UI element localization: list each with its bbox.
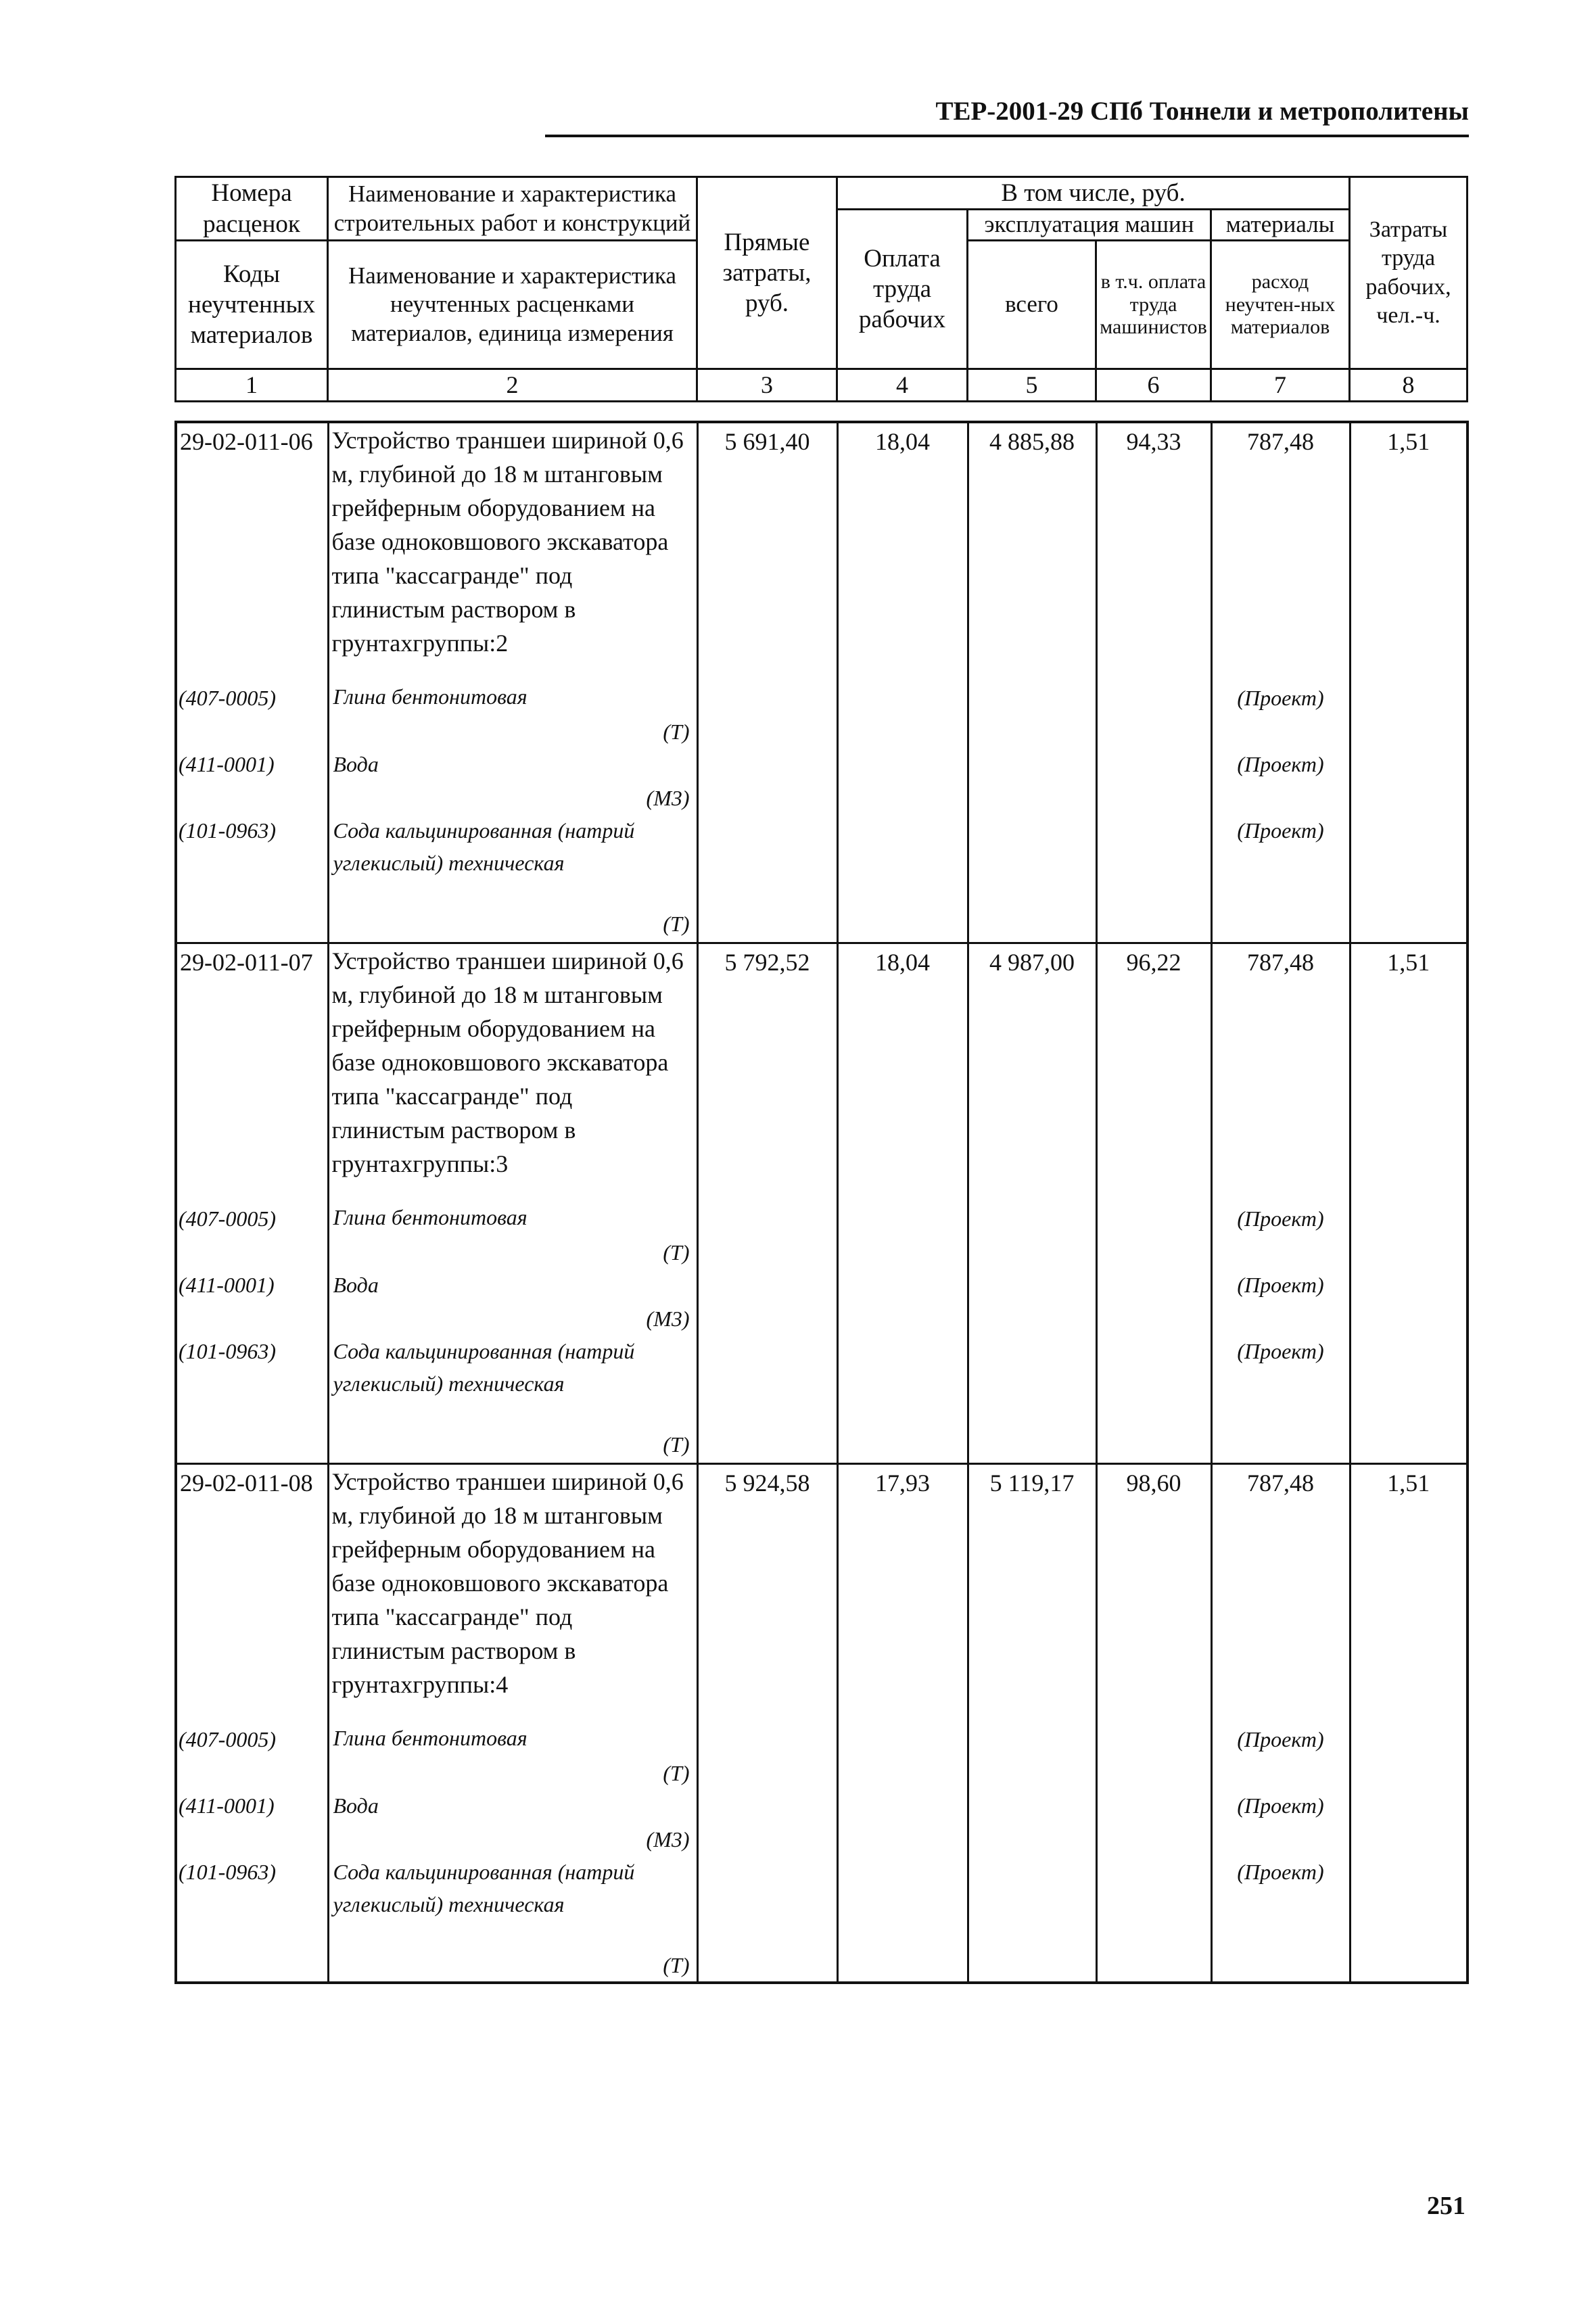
col2-bottom-header: Наименование и характеристика неучтенных расценками материалов, единица измерения bbox=[328, 241, 697, 369]
labor-hours: 1,51 bbox=[1387, 948, 1430, 976]
material-note: (Проект) bbox=[1237, 1793, 1324, 1818]
col6-header: в т.ч. оплата труда машинистов bbox=[1096, 241, 1211, 369]
rates-table bbox=[174, 421, 1469, 1984]
material-code: (101-0963) bbox=[179, 1859, 276, 1884]
material-code: (411-0001) bbox=[179, 1272, 275, 1297]
col-number: 3 bbox=[697, 369, 837, 402]
material-name: Глина бентонитовая bbox=[333, 1204, 527, 1229]
running-header: ТЕР-2001-29 СПб Тоннели и метрополитены bbox=[545, 96, 1469, 137]
rate-code: 29-02-011-08 bbox=[180, 1469, 313, 1497]
col-number: 6 bbox=[1096, 369, 1211, 402]
material-unit: (Т) bbox=[663, 1240, 690, 1265]
material-note: (Проект) bbox=[1237, 1338, 1324, 1363]
material-code: (411-0001) bbox=[179, 752, 275, 776]
material-name: Глина бентонитовая bbox=[333, 684, 527, 709]
material-unit: (Т) bbox=[663, 912, 690, 936]
material-name: Сода кальцинированная (натрий углекислый) техническая bbox=[333, 1338, 635, 1396]
col-number: 8 bbox=[1350, 369, 1468, 402]
col-number: 5 bbox=[968, 369, 1096, 402]
material-unit: (Т) bbox=[663, 1760, 690, 1785]
col-number: 2 bbox=[328, 369, 697, 402]
direct-cost: 5 691,40 bbox=[724, 428, 810, 455]
machinists-pay: 96,22 bbox=[1126, 948, 1181, 976]
col-number: 1 bbox=[176, 369, 328, 402]
rate-code: 29-02-011-06 bbox=[180, 428, 313, 455]
material-note: (Проект) bbox=[1237, 1272, 1324, 1297]
labor-hours: 1,51 bbox=[1387, 428, 1430, 455]
machines-total: 4 885,88 bbox=[989, 428, 1075, 455]
col1-bottom-header: Коды неучтенных материалов bbox=[176, 241, 328, 369]
col-number: 4 bbox=[837, 369, 968, 402]
material-unit: (Т) bbox=[663, 720, 690, 744]
material-note: (Проект) bbox=[1237, 1726, 1324, 1751]
machines-total: 4 987,00 bbox=[989, 948, 1075, 976]
work-description: Устройство траншеи шириной 0,6 м, глубиной до 18 м штанговым грейферным оборудованием на базе одноковшового экскаватора типа "кассагранде" под глинистым раствором в грунтахгруппы:4 bbox=[331, 1467, 684, 1698]
included-group-header: В том числе, руб. bbox=[837, 177, 1350, 210]
machinists-pay: 98,60 bbox=[1126, 1469, 1181, 1497]
material-note: (Проект) bbox=[1237, 686, 1324, 710]
material-name: Вода bbox=[333, 1272, 379, 1297]
direct-cost: 5 792,52 bbox=[724, 948, 810, 976]
col-number: 7 bbox=[1211, 369, 1350, 402]
col1-top-header: Номера расценок bbox=[176, 177, 328, 241]
col3-header: Прямые затраты, руб. bbox=[697, 177, 837, 369]
material-code: (101-0963) bbox=[179, 1338, 276, 1363]
material-note: (Проект) bbox=[1237, 818, 1324, 843]
labor-pay: 18,04 bbox=[875, 428, 930, 455]
material-unit: (М3) bbox=[646, 1827, 690, 1852]
material-note: (Проект) bbox=[1237, 1859, 1324, 1884]
material-name: Сода кальцинированная (натрий углекислый) техническая bbox=[333, 1859, 635, 1916]
col2-top-header: Наименование и характеристика строительных работ и конструкций bbox=[328, 177, 697, 241]
materials-cost: 787,48 bbox=[1247, 428, 1314, 455]
rate-code: 29-02-011-07 bbox=[180, 948, 313, 976]
material-name: Вода bbox=[333, 752, 379, 776]
direct-cost: 5 924,58 bbox=[724, 1469, 810, 1497]
col7-header: расход неучтен-ных материалов bbox=[1211, 241, 1350, 369]
material-code: (411-0001) bbox=[179, 1793, 275, 1818]
labor-pay: 17,93 bbox=[875, 1469, 930, 1497]
material-name: Сода кальцинированная (натрий углекислый) техническая bbox=[333, 818, 635, 875]
material-code: (407-0005) bbox=[179, 1726, 276, 1751]
table-row bbox=[176, 1463, 1468, 1983]
material-name: Вода bbox=[333, 1793, 379, 1818]
material-code: (407-0005) bbox=[179, 1206, 276, 1231]
machines-header: эксплуатация машин bbox=[968, 210, 1211, 241]
material-note: (Проект) bbox=[1237, 1206, 1324, 1231]
materials-header: материалы bbox=[1211, 210, 1350, 241]
col4-header: Оплата труда рабочих bbox=[837, 210, 968, 369]
material-unit: (М3) bbox=[646, 1306, 690, 1331]
materials-cost: 787,48 bbox=[1247, 1469, 1314, 1497]
labor-hours: 1,51 bbox=[1387, 1469, 1430, 1497]
material-code: (407-0005) bbox=[179, 686, 276, 710]
table-row bbox=[176, 422, 1468, 943]
material-name: Глина бентонитовая bbox=[333, 1725, 527, 1750]
col5-header: всего bbox=[968, 241, 1096, 369]
table-row bbox=[176, 943, 1468, 1463]
table-header bbox=[174, 176, 1468, 402]
machines-total: 5 119,17 bbox=[989, 1469, 1075, 1497]
material-note: (Проект) bbox=[1237, 752, 1324, 776]
page-number: 251 bbox=[1427, 2192, 1465, 2220]
machinists-pay: 94,33 bbox=[1126, 428, 1181, 455]
material-code: (101-0963) bbox=[179, 818, 276, 843]
material-unit: (Т) bbox=[663, 1952, 690, 1977]
labor-pay: 18,04 bbox=[875, 948, 930, 976]
work-description: Устройство траншеи шириной 0,6 м, глубиной до 18 м штанговым грейферным оборудованием на базе одноковшового экскаватора типа "кассагранде" под глинистым раствором в грунтахгруппы:3 bbox=[331, 947, 684, 1177]
work-description: Устройство траншеи шириной 0,6 м, глубиной до 18 м штанговым грейферным оборудованием на базе одноковшового экскаватора типа "кассагранде" под глинистым раствором в грунтахгруппы:2 bbox=[331, 427, 684, 657]
materials-cost: 787,48 bbox=[1247, 948, 1314, 976]
material-unit: (Т) bbox=[663, 1432, 690, 1457]
col8-header: Затраты труда рабочих, чел.-ч. bbox=[1350, 177, 1468, 369]
material-unit: (М3) bbox=[646, 786, 690, 810]
